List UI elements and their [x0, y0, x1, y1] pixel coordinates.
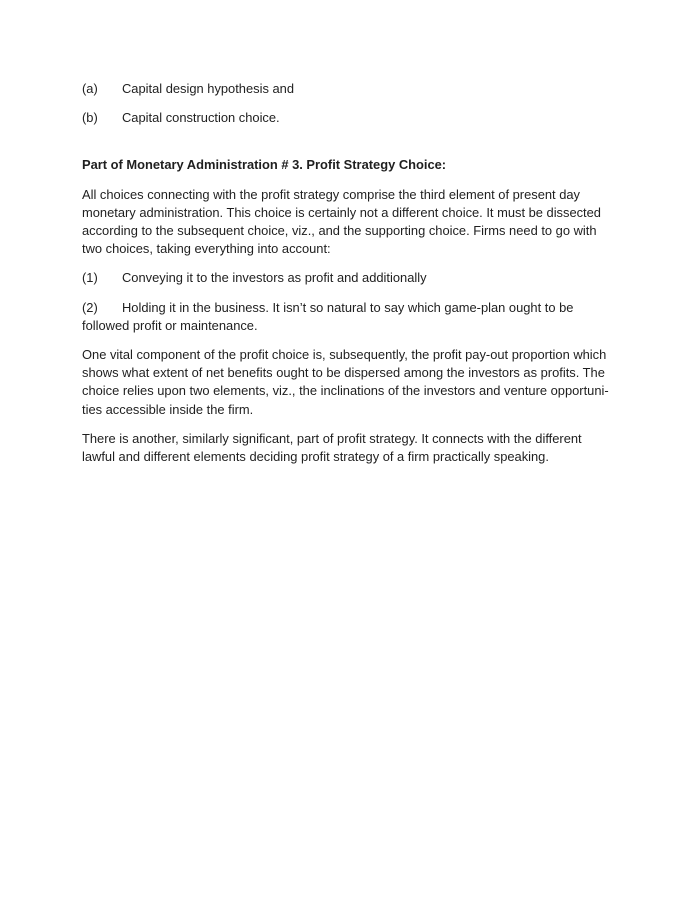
list-item-a-text: Capital design hypothesis and	[122, 81, 294, 96]
paragraph-3: There is another, similarly significant, part of profit strategy. It connects with the different lawful and different elements deciding profit strategy of a firm practically speaking.	[82, 430, 582, 465]
list-item-2-text: Holding it in the business. It isn’t so natural to say which game-plan ought to be followed profit or maintenance.	[82, 299, 574, 333]
list-item-2-label: (2)	[82, 299, 98, 315]
list-item-b-text: Capital construction choice.	[122, 110, 280, 126]
paragraph-2: One vital component of the profit choice is, subsequently, the profit pay-out proportion which shows what extent of net benefits ought to be dispersed among the investors as profits. The choice relies upon two elements, viz., the inclinations of the investors and venture opportuni-ties accessible inside the firm.	[82, 347, 609, 417]
list-item-a	[82, 80, 612, 98]
list-item-a-label: (a)	[82, 81, 98, 96]
list-item-2	[82, 299, 612, 335]
list-item-b	[82, 109, 612, 127]
list-item-b-label: (b)	[82, 110, 98, 126]
list-item-1-label: (1)	[82, 270, 98, 286]
list-item-1-text: Conveying it to the investors as profit and additionally	[122, 270, 427, 286]
paragraph-1: All choices connecting with the profit strategy comprise the third element of present day monetary administration. This choice is certainly not a different choice. It must be dissected according to the subsequent choice, viz., and the supporting choice. Firms need to go with two choices, taking everything into account:	[82, 186, 601, 257]
section-heading: Part of Monetary Administration # 3. Profit Strategy Choice:	[82, 157, 447, 173]
list-item-1	[82, 269, 612, 287]
